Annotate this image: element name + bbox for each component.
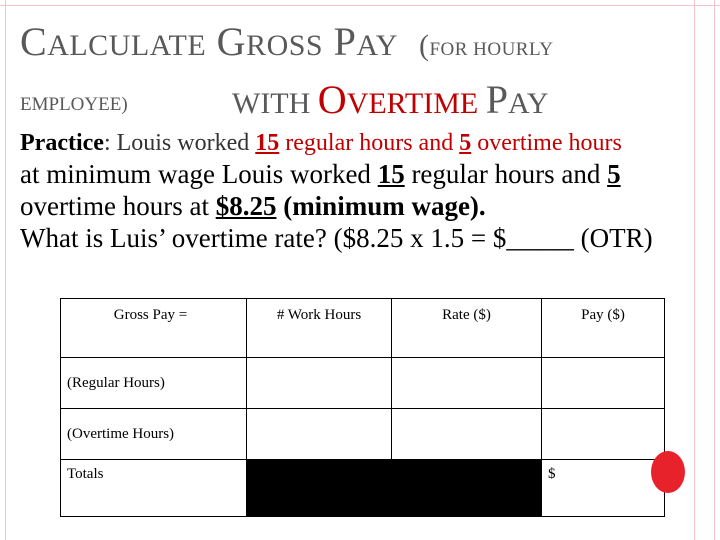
title-word-calculate-initial: C — [20, 19, 48, 64]
decor-rule-top — [0, 5, 720, 6]
gross-pay-table — [60, 298, 665, 517]
table-row — [61, 409, 665, 460]
title-with-overtime-pay — [232, 76, 549, 123]
paragraph-text-1: at minimum wage Louis worked — [20, 159, 378, 189]
title-word-with: WITH — [232, 87, 311, 120]
decor-rule-right-2 — [714, 0, 715, 540]
title-word-gross-rest: ROSS — [246, 29, 324, 62]
title-word-gross-initial: G — [216, 19, 247, 64]
practice-overtime-hours: 5 — [459, 130, 472, 156]
title-word-overtime-rest: VERTIME — [346, 87, 479, 120]
header-gross-pay: Gross Pay = — [61, 299, 247, 358]
title-word-overtime-initial: O — [317, 77, 347, 122]
body-text — [20, 128, 700, 254]
red-circle-marker — [651, 451, 685, 493]
paragraph-wage: $8.25 — [215, 191, 277, 221]
title-word-pay2-rest: AY — [507, 87, 549, 120]
table-row — [61, 460, 665, 517]
paragraph-overtime-hours: 5 — [607, 159, 621, 189]
row-label-totals: Totals — [61, 460, 247, 517]
practice-label: Practice — [20, 130, 104, 156]
title-for-hourly: FOR HOURLY — [429, 39, 554, 60]
cell-regular-pay[interactable] — [542, 358, 665, 409]
cell-totals-rate-blocked — [392, 460, 542, 517]
title-word-calculate-rest: ALCULATE — [47, 29, 207, 62]
problem-paragraph — [20, 158, 700, 254]
title-word-pay-rest: AY — [356, 29, 398, 62]
practice-line — [20, 128, 700, 158]
practice-text-1: : Louis worked — [103, 130, 256, 156]
overtime-rate-question: What is Luis’ overtime rate? ($8.25 x 1.5 = $_____ (OTR) — [20, 223, 653, 253]
cell-totals-hours-blocked — [247, 460, 392, 517]
cell-overtime-rate[interactable] — [392, 409, 542, 460]
cell-totals-pay[interactable]: $ — [542, 460, 665, 517]
title-word-pay-initial: P — [333, 19, 357, 64]
header-pay: Pay ($) — [542, 299, 665, 358]
cell-regular-hours[interactable] — [247, 358, 392, 409]
paragraph-text-2: regular hours and — [404, 159, 608, 189]
row-label-regular: (Regular Hours) — [61, 358, 247, 409]
paragraph-text-3: overtime hours at — [20, 191, 216, 221]
decor-rule-left — [5, 0, 6, 540]
paragraph-text-4: (minimum wage). — [276, 191, 486, 221]
decor-rule-right-1 — [694, 0, 695, 540]
header-work-hours: # Work Hours — [247, 299, 392, 358]
cell-overtime-hours[interactable] — [247, 409, 392, 460]
practice-text-3: overtime hours — [471, 130, 622, 156]
title-employee: EMPLOYEE) — [20, 94, 128, 115]
table-row — [61, 358, 665, 409]
paragraph-regular-hours: 15 — [377, 159, 405, 189]
header-rate: Rate ($) — [392, 299, 542, 358]
cell-regular-rate[interactable] — [392, 358, 542, 409]
practice-text-2: regular hours and — [279, 130, 460, 156]
table-header-row — [61, 299, 665, 358]
title-line-1 — [20, 18, 553, 65]
practice-regular-hours: 15 — [255, 130, 280, 156]
title-word-pay2-initial: P — [485, 77, 508, 122]
title-paren-open: ( — [418, 29, 430, 62]
row-label-overtime: (Overtime Hours) — [61, 409, 247, 460]
cell-overtime-pay[interactable] — [542, 409, 665, 460]
